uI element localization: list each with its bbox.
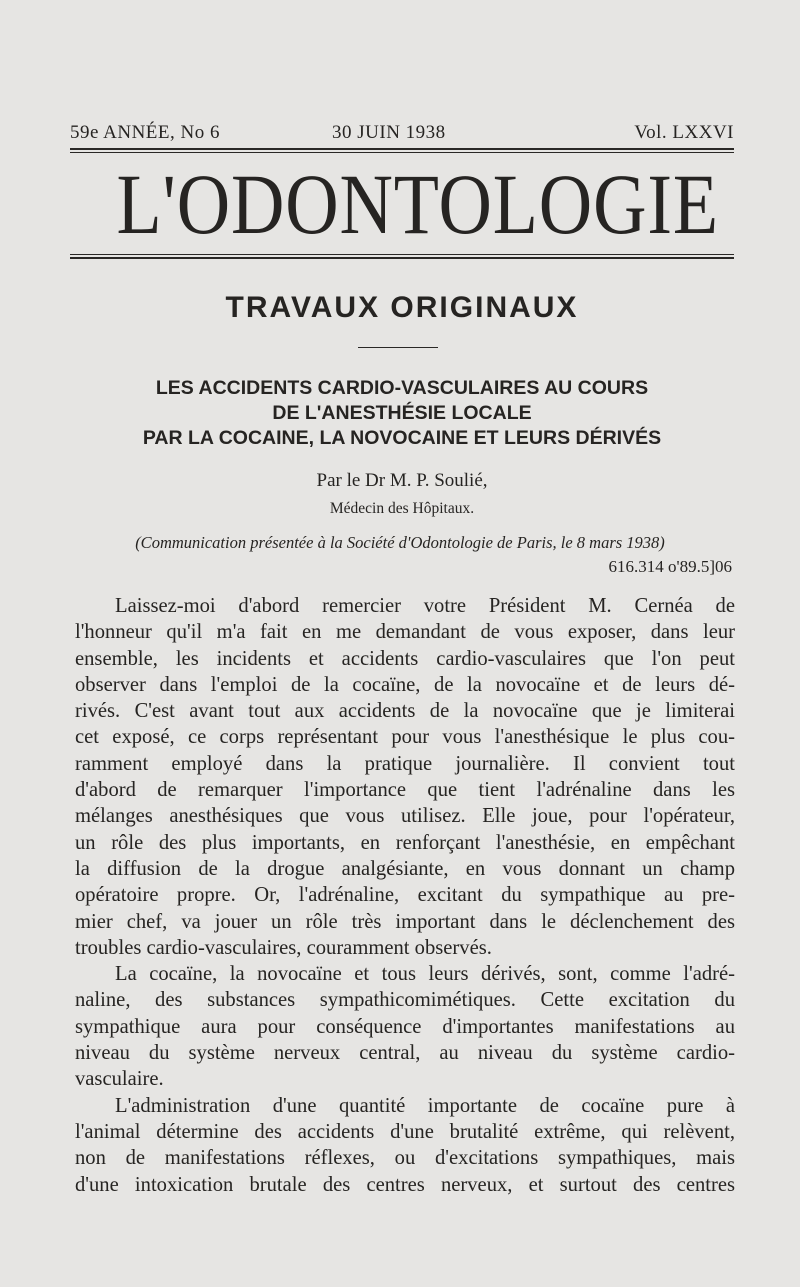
- body-line: l'animal détermine des accidents d'une brutalité extrême, qui relèvent,: [75, 1120, 735, 1143]
- body-line: niveau du système nerveux central, au niveau du système cardio-: [75, 1042, 735, 1065]
- section-title: TRAVAUX ORIGINAUX: [225, 291, 579, 324]
- body-line: La cocaïne, la novocaïne et tous leurs dérivés, sont, comme l'adré-: [115, 963, 735, 986]
- classification-code: 616.314 o'89.5]06: [608, 557, 732, 576]
- issue-number: 59e ANNÉE, No 6: [70, 122, 220, 143]
- article-body: [75, 593, 735, 1198]
- body-line: mélanges anesthésiques que vous utilisez. Elle joue, pour l'opérateur,: [75, 805, 735, 828]
- body-line: observer dans l'emploi de la cocaïne, de la novocaïne et de leurs dé-: [75, 673, 735, 696]
- body-line: mier chef, va jouer un rôle très important dans le déclenchement des: [75, 910, 735, 933]
- communication-note: (Communication présentée à la Société d'Odontologie de Paris, le 8 mars 1938): [135, 533, 665, 552]
- body-line: un rôle des plus importants, en renforçant l'anesthésie, en empêchant: [75, 831, 735, 854]
- body-line: rivés. C'est avant tout aux accidents de la novocaïne que je limiterai: [75, 700, 735, 723]
- header-rule-bottom: [70, 152, 734, 153]
- body-line: troubles cardio-vasculaires, couramment observés.: [75, 936, 492, 959]
- section-divider: [358, 347, 438, 348]
- body-line: L'administration d'une quantité importante de cocaïne pure à: [115, 1094, 735, 1117]
- body-line: cet exposé, ce corps représentant pour vous l'anesthésique le plus cou-: [75, 726, 735, 749]
- body-line: non de manifestations réflexes, ou d'excitations sympathiques, mais: [75, 1147, 735, 1170]
- article-title: [70, 376, 734, 451]
- article-author: Par le Dr M. P. Soulié,: [316, 470, 488, 491]
- body-line: vasculaire.: [75, 1068, 164, 1091]
- body-line: d'abord de remarquer l'importance que tient l'adrénaline dans les: [75, 779, 735, 802]
- journal-masthead: L'ODONTOLOGIE: [116, 156, 719, 252]
- volume-number: Vol. LXXVI: [634, 122, 734, 143]
- issue-date: 30 JUIN 1938: [332, 122, 446, 143]
- header-rule-top: [70, 148, 734, 150]
- body-line: ramment employé dans la pratique journalière. Il convient tout: [75, 752, 735, 775]
- masthead-rule-bottom: [70, 257, 734, 259]
- body-line: d'une intoxication brutale des centres nerveux, et surtout des centres: [75, 1173, 735, 1196]
- author-affiliation: Médecin des Hôpitaux.: [329, 500, 475, 517]
- body-line: naline, des substances sympathicomimétiques. Cette excitation du: [75, 989, 735, 1012]
- body-line: Laissez-moi d'abord remercier votre Président M. Cernéa de: [115, 595, 735, 617]
- masthead-rule-top: [70, 254, 734, 255]
- body-line: l'honneur qu'il m'a fait en me demandant de vous exposer, dans leur: [75, 621, 735, 644]
- body-line: opératoire propre. Or, l'adrénaline, excitant du sympathique au pre-: [75, 884, 735, 907]
- body-line: sympathique aura pour conséquence d'importantes manifestations au: [75, 1015, 735, 1038]
- body-line: la diffusion de la drogue analgésiante, en vous donnant un champ: [75, 857, 735, 880]
- article-title-line: LES ACCIDENTS CARDIO-VASCULAIRES AU COURS: [155, 377, 649, 399]
- article-title-line: DE L'ANESTHÉSIE LOCALE: [272, 402, 532, 424]
- article-title-line: PAR LA COCAINE, LA NOVOCAINE ET LEURS DÉRIVÉS: [142, 427, 662, 449]
- body-line: ensemble, les incidents et accidents cardio-vasculaires que l'on peut: [75, 647, 735, 670]
